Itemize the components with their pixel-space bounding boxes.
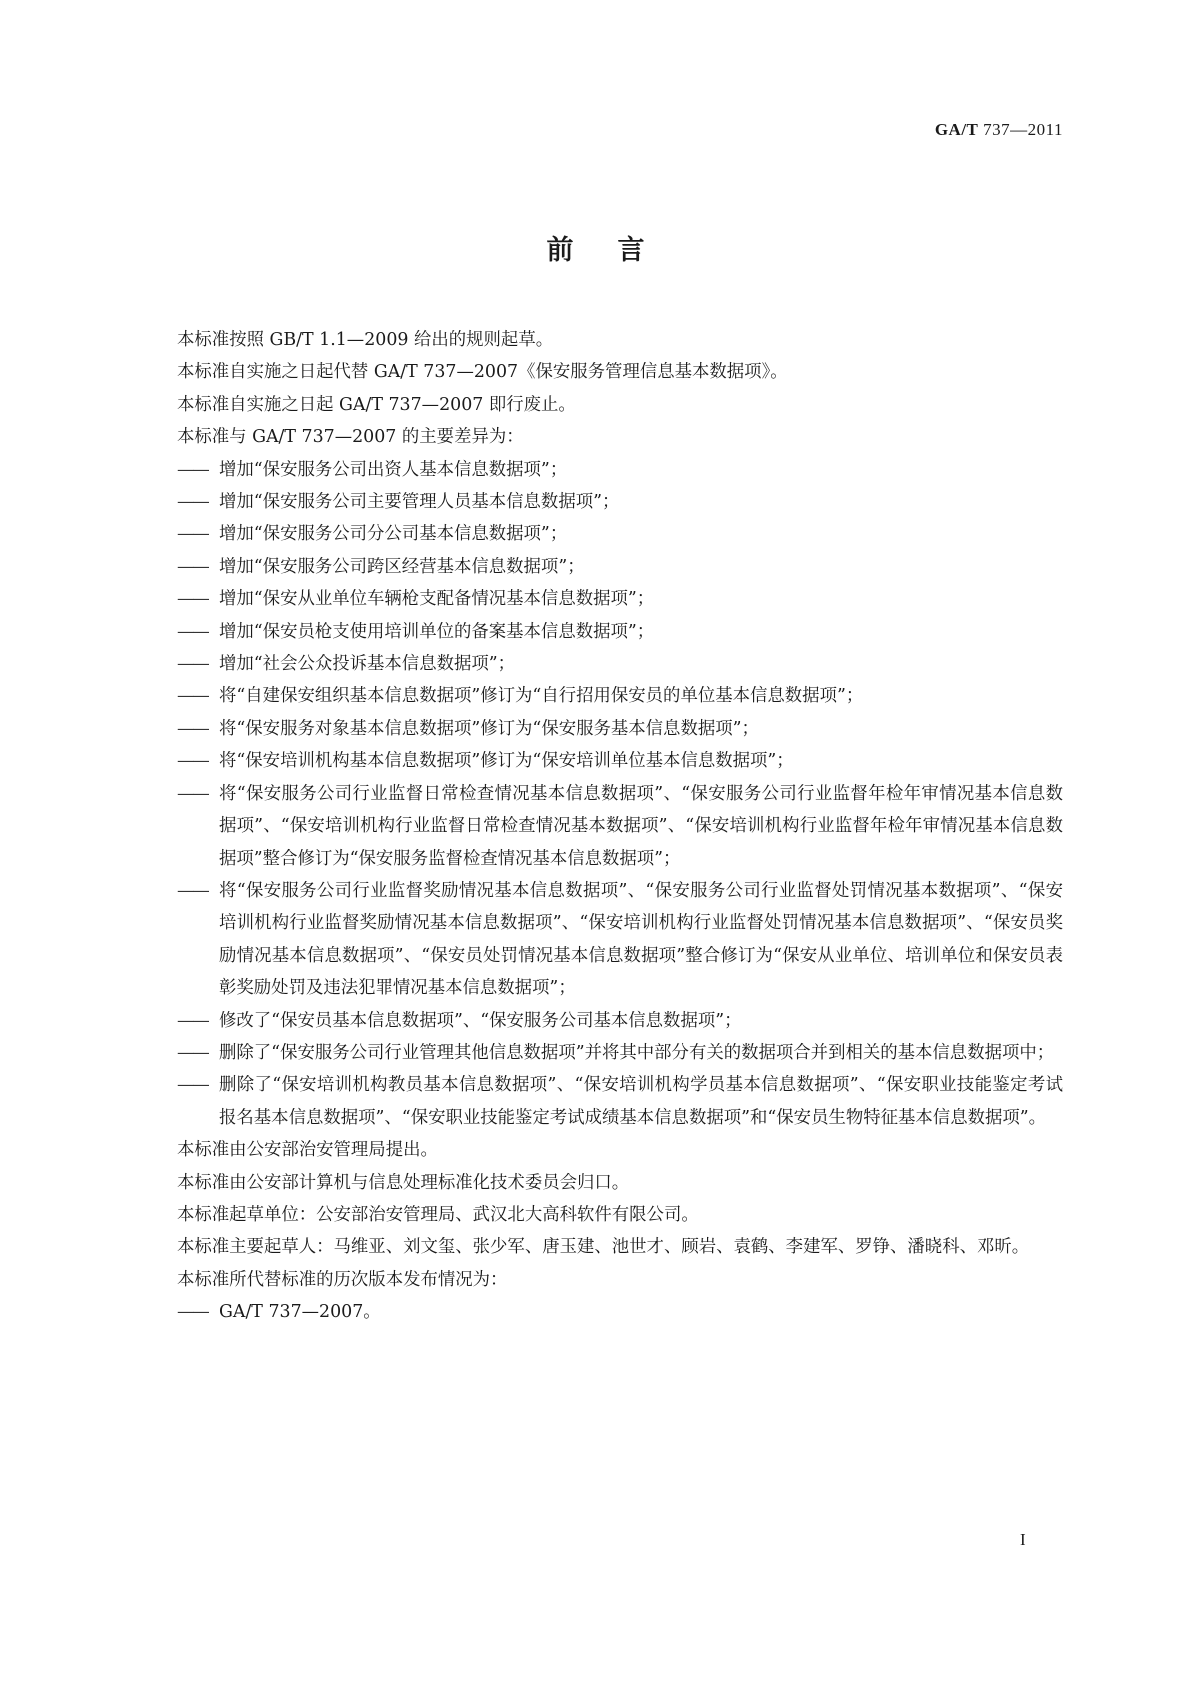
list-item-text: 增加“保安从业单位车辆枪支配备情况基本信息数据项”； [219,589,655,610]
list-item [135,616,1063,648]
list-item-text: 增加“保安服务公司主要管理人员基本信息数据项”； [219,492,620,513]
dash-bullet: —— [177,783,208,804]
list-item-text: 将“自建保安组织基本信息数据项”修订为“自行招用保安员的单位基本信息数据项”； [219,686,864,707]
dash-bullet: —— [177,589,208,610]
standard-code-header [935,120,1063,140]
paragraph: 本标准自实施之日起 GA/T 737—2007 即行废止。 [177,394,576,415]
list-item [135,713,1063,745]
list-item [135,454,1063,486]
standard-code-prefix: GA/T [934,120,979,139]
dash-bullet: —— [177,751,208,772]
list-item [135,486,1063,518]
list-item-text: 将“保安培训机构基本信息数据项”修订为“保安培训单位基本信息数据项”； [219,751,794,772]
dash-bullet: —— [177,880,208,901]
dash-bullet: —— [177,718,208,739]
list-item-text: 将“保安服务对象基本信息数据项”修订为“保安服务基本信息数据项”； [219,718,759,739]
page-number: I [1020,1530,1026,1549]
list-item-text: 将“保安服务公司行业监督奖励情况基本信息数据项”、“保安服务公司行业监督处罚情况基本数据项”、“保安培训机构行业监督奖励情况基本信息数据项”、“保安培训机构行业监督处罚情况基本信息数据项”、“保安员奖励情况基本信息数据项”、“保安员处罚情况基本信息数据项”整合修订为“保安从业单位、培训单位和保安员表彰奖励处罚及违法犯罪情况基本信息数据项”； [219,880,1063,999]
page-title: 前言 [546,235,689,266]
document-body [135,324,1063,1329]
dash-bullet: —— [177,1042,208,1063]
list-item-text: 增加“保安员枪支使用培训单位的备案基本信息数据项”； [219,621,655,642]
dash-bullet: —— [177,621,208,642]
list-item [135,551,1063,583]
paragraph: 本标准所代替标准的历次版本发布情况为： [177,1269,508,1290]
list-item-text: 修改了“保安员基本信息数据项”、“保安服务公司基本信息数据项”； [219,1010,742,1031]
list-item [135,648,1063,680]
dash-bullet: —— [177,686,208,707]
list-item [135,1069,1063,1134]
list-item-text: 将“保安服务公司行业监督日常检查情况基本信息数据项”、“保安服务公司行业监督年检年审情况基本信息数据项”、“保安培训机构行业监督日常检查情况基本数据项”、“保安培训机构行业监督年检年审情况基本信息数据项”整合修订为“保安服务监督检查情况基本信息数据项”； [219,783,1063,869]
dash-bullet: —— [177,556,208,577]
list-item-text: GA/T 737—2007。 [219,1302,381,1323]
list-item [135,583,1063,615]
dash-bullet: —— [177,1075,208,1096]
dash-bullet: —— [177,524,208,545]
standard-code-number: 737—2011 [983,120,1063,139]
history-list [135,1296,1063,1328]
list-item [135,875,1063,1005]
paragraph: 本标准起草单位：公安部治安管理局、武汉北大高科软件有限公司。 [177,1204,699,1225]
list-item [135,1296,1063,1328]
dash-bullet: —— [177,1302,208,1323]
list-item [135,1005,1063,1037]
list-item [135,680,1063,712]
list-item [135,778,1063,875]
list-item-text: 增加“社会公众投诉基本信息数据项”； [219,654,516,675]
dash-bullet: —— [177,459,208,480]
paragraph: 本标准主要起草人：马维亚、刘文玺、张少军、唐玉建、池世才、顾岩、袁鹤、李建军、罗铮、潘晓科、邓昕。 [177,1237,1030,1258]
list-item [135,1037,1063,1069]
paragraph: 本标准由公安部治安管理局提出。 [177,1140,438,1161]
paragraph: 本标准按照 GB/T 1.1—2009 给出的规则起草。 [177,330,554,350]
list-item [135,745,1063,777]
dash-bullet: —— [177,654,208,675]
paragraph: 本标准由公安部计算机与信息处理标准化技术委员会归口。 [177,1172,630,1193]
list-item-text: 增加“保安服务公司出资人基本信息数据项”； [219,459,568,480]
changes-list [135,454,1063,1135]
paragraph: 本标准与 GA/T 737—2007 的主要差异为： [177,427,524,448]
dash-bullet: —— [177,1010,208,1031]
list-item-text: 删除了“保安服务公司行业管理其他信息数据项”并将其中部分有关的数据项合并到相关的基本信息数据项中； [219,1042,1055,1063]
list-item-text: 增加“保安服务公司分公司基本信息数据项”； [219,524,568,545]
list-item [135,518,1063,550]
dash-bullet: —— [177,492,208,513]
paragraph: 本标准自实施之日起代替 GA/T 737—2007《保安服务管理信息基本数据项》。 [177,362,788,383]
list-item-text: 增加“保安服务公司跨区经营基本信息数据项”； [219,556,585,577]
list-item-text: 删除了“保安培训机构教员基本信息数据项”、“保安培训机构学员基本信息数据项”、“保安职业技能鉴定考试报名基本信息数据项”、“保安职业技能鉴定考试成绩基本信息数据项”和“保安员生物特征基本信息数据项”。 [219,1075,1063,1128]
